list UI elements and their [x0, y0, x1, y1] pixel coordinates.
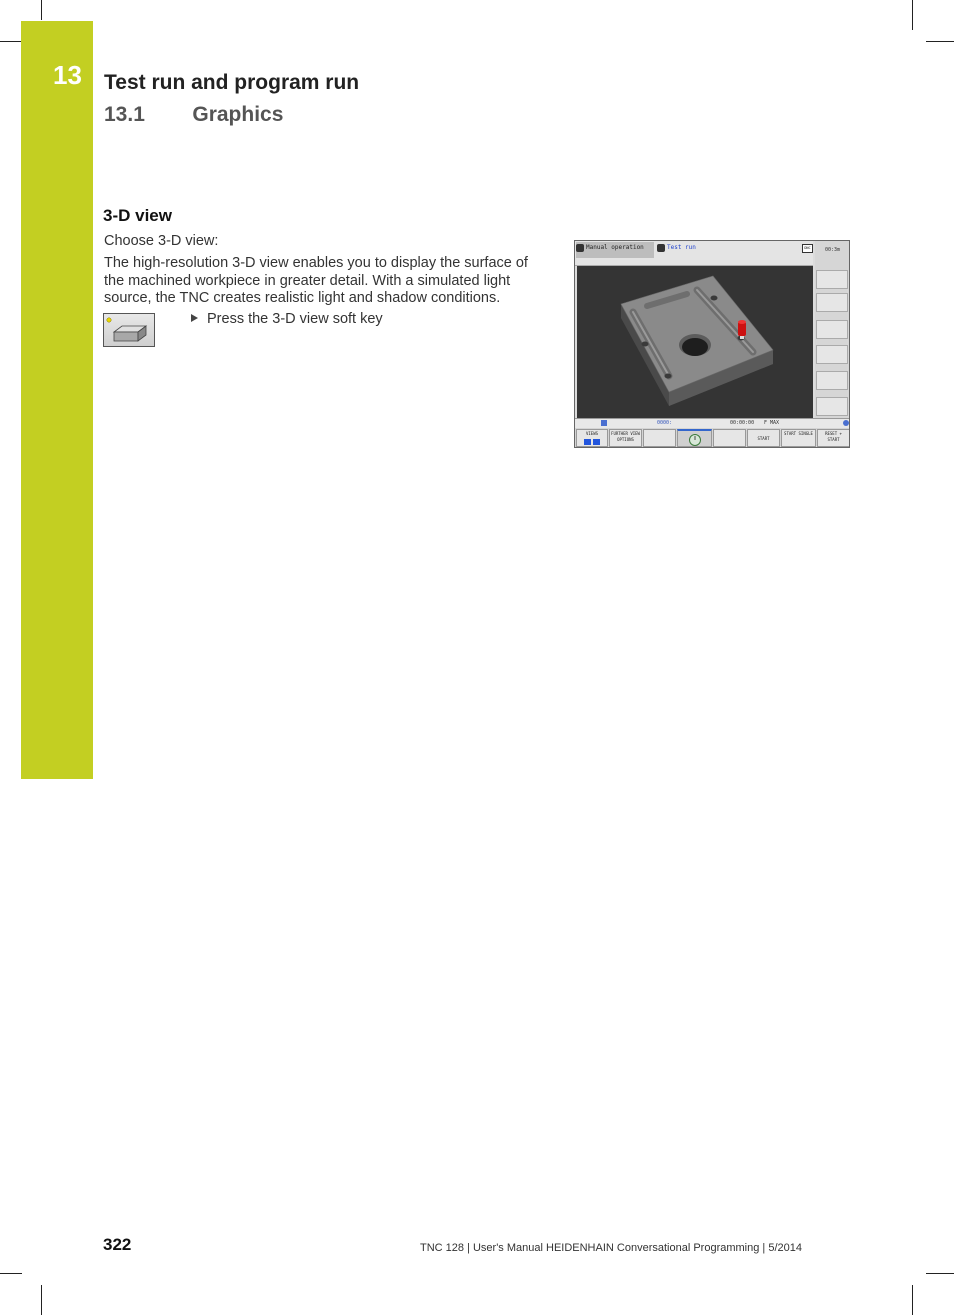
- speed-dial-softkey[interactable]: [677, 429, 712, 447]
- crop-mark: [0, 1273, 22, 1274]
- chapter-title: Test run and program run: [104, 71, 360, 94]
- crop-mark: [41, 0, 42, 20]
- subheading: 3-D view: [103, 206, 172, 225]
- status-counter: 0000:: [657, 420, 673, 426]
- crop-mark: [912, 1285, 913, 1315]
- graphics-viewport: [577, 266, 813, 418]
- further-view-options-softkey[interactable]: FURTHER VIEW OPTIONS: [609, 429, 642, 447]
- horizontal-softkey-bar: [575, 428, 850, 448]
- vertical-softkey[interactable]: [816, 397, 848, 416]
- section-title: 13.1 Graphics: [104, 103, 284, 126]
- paragraph-description: The high-resolution 3-D view enables you to display the surface of the machined workpiece in greater detail. With a simulated light source, the TNC creates realistic light and shadow conditions.: [104, 255, 528, 306]
- vertical-softkey[interactable]: [816, 320, 848, 339]
- views-softkey[interactable]: VIEWS: [576, 429, 608, 447]
- dnc-badge: DNC: [802, 244, 813, 253]
- vertical-softkey[interactable]: [816, 293, 848, 312]
- bullet-arrow-icon: [191, 314, 198, 322]
- chapter-number: 13: [53, 60, 82, 90]
- crop-mark: [41, 1285, 42, 1315]
- vertical-softkey-bar: [815, 241, 850, 421]
- vertical-softkey[interactable]: [816, 270, 848, 289]
- dial-icon: [685, 432, 705, 446]
- page-number: 322: [103, 1235, 132, 1254]
- empty-softkey[interactable]: [713, 429, 746, 447]
- test-run-icon: [657, 244, 665, 252]
- status-feed: F MAX: [764, 420, 780, 426]
- help-icon[interactable]: [843, 420, 849, 426]
- start-softkey[interactable]: START: [747, 429, 780, 447]
- view-cube-icon: [593, 439, 600, 445]
- reset-start-softkey[interactable]: RESET + START: [817, 429, 850, 447]
- instruction-step: [191, 311, 383, 327]
- status-time: 00:00:00: [730, 420, 755, 426]
- crop-mark: [912, 0, 913, 30]
- chapter-sidebar: [21, 21, 93, 779]
- tnc-screenshot: [574, 240, 850, 448]
- tab-manual-operation[interactable]: Manual operation: [576, 242, 654, 258]
- vertical-softkey[interactable]: [816, 371, 848, 390]
- status-icon: [601, 420, 607, 426]
- status-bar: [575, 418, 850, 428]
- manual-mode-icon: [576, 244, 584, 252]
- vertical-softkey[interactable]: [816, 345, 848, 364]
- paragraph-choose: Choose 3-D view:: [104, 233, 219, 249]
- crop-mark: [0, 41, 22, 42]
- crop-mark: [926, 1273, 954, 1274]
- 3d-view-softkey-icon: [103, 313, 155, 347]
- screen-header: [575, 241, 813, 266]
- crop-mark: [926, 41, 954, 42]
- start-single-softkey[interactable]: START SINGLE: [781, 429, 816, 447]
- empty-softkey[interactable]: [643, 429, 676, 447]
- instruction-text: Press the 3-D view soft key: [207, 311, 383, 327]
- view-cube-icon: [584, 439, 591, 445]
- workpiece-3d-render: [577, 266, 813, 418]
- side-time: 00:3m: [824, 247, 841, 253]
- tool-icon: [738, 322, 746, 336]
- footer-text: TNC 128 | User's Manual HEIDENHAIN Conversational Programming | 5/2014: [420, 1242, 802, 1254]
- tab-test-run[interactable]: Test run: [657, 242, 696, 254]
